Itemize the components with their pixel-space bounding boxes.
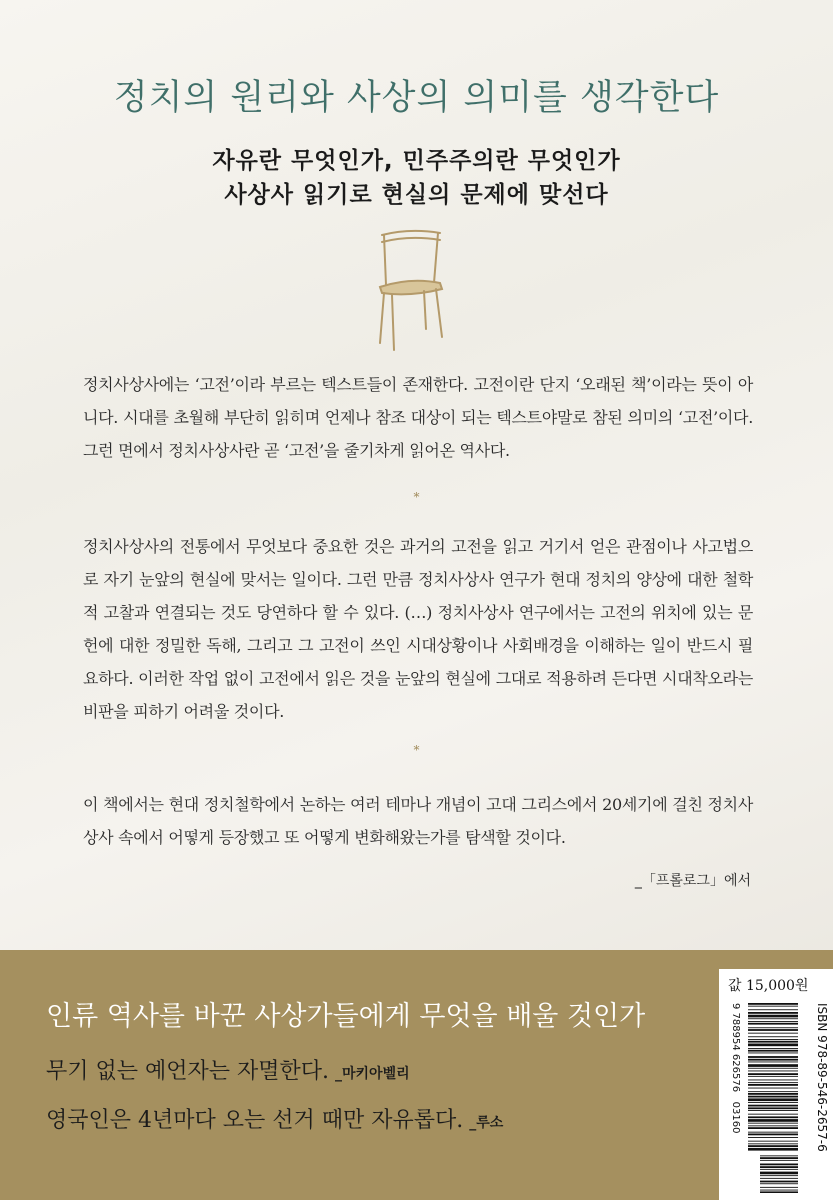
barcode-stripe (748, 1096, 798, 1098)
barcode-stripe (748, 1071, 798, 1072)
barcode-stripe (748, 1018, 798, 1019)
quote-1-author: _마키아벨리 (335, 1066, 410, 1082)
barcode-stripe (748, 1068, 798, 1069)
barcode-stripe (748, 1143, 798, 1144)
barcode-stripe (760, 1157, 798, 1159)
barcode-stripe (748, 1076, 798, 1077)
barcode-stripe (748, 1123, 798, 1124)
barcode-stripe (760, 1181, 798, 1183)
barcode-stripe (748, 1119, 798, 1122)
barcode-stripe (748, 1145, 798, 1147)
barcode-stripe (748, 1021, 798, 1022)
barcode-stripe (748, 1134, 798, 1136)
barcode-stripe (748, 1036, 798, 1037)
barcode-stripe (760, 1160, 798, 1161)
quote-1 (46, 1054, 410, 1085)
barcode-stripe (760, 1166, 798, 1168)
barcode-stripe (760, 1155, 798, 1156)
barcode-stripe (748, 1012, 798, 1014)
barcode-stripe (748, 1003, 798, 1005)
quote-2 (46, 1103, 503, 1134)
headline: 정치의 원리와 사상의 의미를 생각한다 (113, 78, 720, 118)
barcode-stripe (748, 1059, 798, 1061)
barcode-stripe (748, 1023, 798, 1025)
barcode-stripe (760, 1169, 798, 1170)
barcode-stripe (748, 1048, 798, 1049)
barcode-stripe (748, 1053, 798, 1054)
barcode-stripe (748, 1091, 798, 1092)
separator-star-1: * (413, 490, 420, 504)
barcode-stripe (748, 1110, 798, 1111)
barcode-stripe (748, 1062, 798, 1063)
barcode-stripe (748, 1080, 798, 1081)
barcode-stripe (760, 1175, 798, 1176)
chair-icon (370, 225, 452, 355)
barcode-stripe (748, 1039, 798, 1040)
isbn-label: ISBN 978-89-546-2657-6 (815, 1003, 829, 1152)
barcode-stripe (748, 1015, 798, 1018)
barcode-stripe (748, 1116, 798, 1118)
barcode (748, 1003, 798, 1193)
barcode-stripe (748, 1102, 798, 1103)
barcode-stripe (748, 1114, 798, 1115)
barcode-stripe (760, 1187, 798, 1188)
barcode-stripe (748, 1027, 798, 1028)
barcode-stripe (748, 1148, 798, 1151)
barcode-stripe (748, 1084, 798, 1086)
paragraph-2: 정치사상사의 전통에서 무엇보다 중요한 것은 과거의 고전을 읽고 거기서 얻은 관점이나 사고법으로 자기 눈앞의 현실에 맞서는 일이다. 그런 만큼 정치사상사 연구가 현대 정치의 양상에 대한 철학적 고찰과 연결되는 것도 당연하다 할 수 있다. (…) 정치사상사 연구에서는 고전의 위치에 있는 문헌에 대한 정밀한 독해, 그리고 그 고전이 쓰인 시대상황이나 사회배경을 이해하는 일이 반드시 필요하다. 이러한 작업 없이 고전에서 읽은 것을 눈앞의 현실에 그대로 적용하려 든다면 시대착오라는 비판을 피하기 어려울 것이다. (83, 537, 753, 721)
barcode-stripe (748, 1093, 798, 1095)
barcode-stripe (748, 1082, 798, 1083)
barcode-stripe (748, 1141, 798, 1142)
barcode-stripe (760, 1178, 798, 1179)
band-title: 인류 역사를 바꾼 사상가들에게 무엇을 배울 것인가 (46, 1001, 646, 1032)
separator-star-2: * (413, 743, 420, 757)
barcode-number-text: 9 788954 626576 (730, 1003, 741, 1093)
quote-2-author: _루소 (469, 1115, 504, 1131)
price-label: 값 15,000원 (728, 978, 809, 994)
barcode-stripe (748, 1137, 798, 1138)
barcode-stripe (748, 1107, 798, 1109)
barcode-stripe (748, 1105, 798, 1107)
barcode-stripe (748, 1009, 798, 1010)
paragraph-3: 이 책에서는 현대 정치철학에서 논하는 여러 테마나 개념이 고대 그리스에서 20세기에 걸친 정치사상사 속에서 어떻게 등장했고 또 어떻게 변화해왔는가를 탐색할 것이다. (83, 795, 753, 847)
barcode-stripe (760, 1191, 798, 1193)
paragraph-1: 정치사상사에는 ‘고전’이라 부르는 텍스트들이 존재한다. 고전이란 단지 ‘오래된 책’이라는 뜻이 아니다. 시대를 초월해 부단히 읽히며 언제나 참조 대상이 되는 텍스트야말로 참된 의미의 ‘고전’이다. 그런 면에서 정치사상사란 곧 ‘고전’을 줄기차게 읽어온 역사다. (83, 375, 753, 460)
addon-code: 03160 (730, 1101, 741, 1134)
barcode-stripe (748, 1125, 798, 1126)
barcode-stripe (748, 1044, 798, 1047)
barcode-stripe (748, 1098, 798, 1101)
barcode-stripe (748, 1029, 798, 1031)
barcode-stripe (748, 1056, 798, 1058)
barcode-stripe (760, 1164, 798, 1166)
barcode-stripe (748, 1050, 798, 1052)
excerpt-source: _「프롤로그」에서 (634, 873, 751, 889)
barcode-stripe (748, 1088, 798, 1089)
barcode-stripe (748, 1006, 798, 1007)
quote-1-text: 무기 없는 예언자는 자멸한다. (46, 1059, 329, 1084)
barcode-stripe (748, 1033, 798, 1034)
subheadline-line-1: 자유란 무엇인가, 민주주의란 무엇인가 (212, 148, 621, 174)
quote-2-text: 영국인은 4년마다 오는 선거 때만 자유롭다. (46, 1108, 464, 1133)
barcode-stripe (748, 1073, 798, 1075)
barcode-stripe (748, 1127, 798, 1129)
barcode-stripe (748, 1041, 798, 1043)
barcode-stripe (760, 1172, 798, 1175)
barcode-stripe (760, 1190, 798, 1191)
subheadline-line-2: 사상사 읽기로 현실의 문제에 맞선다 (224, 182, 609, 208)
barcode-stripe (748, 1064, 798, 1067)
barcode-stripe (760, 1183, 798, 1184)
barcode-stripe (748, 1132, 798, 1133)
barcode-number (730, 1003, 741, 1133)
